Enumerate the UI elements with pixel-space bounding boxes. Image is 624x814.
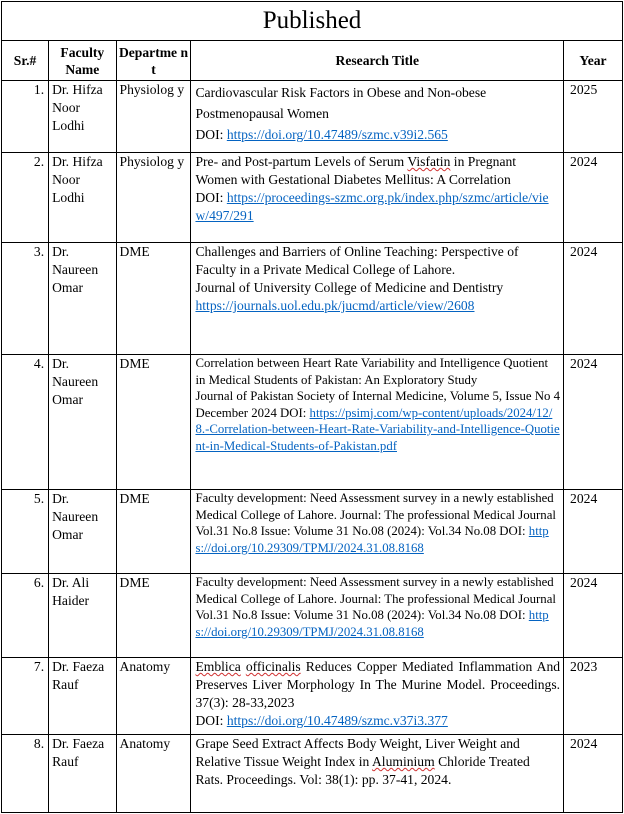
title-text-aluminium: Aluminium	[371, 754, 435, 769]
table-row	[2, 658, 623, 735]
doi-link[interactable]: https://doi.org/10.47489/szmc.v37i3.377	[226, 713, 448, 728]
title-text: Reduces Copper Mediated Inflammation And Preserves Liver Morphology In The Murine Model. Proceedings. 37(3): 28-33,2023	[195, 659, 561, 710]
title-text-emblica: Emblica	[195, 659, 241, 674]
header-year: Year	[564, 41, 623, 81]
doi-link[interactable]: https://journals.uol.edu.pk/jucmd/article/view/2608	[195, 298, 475, 313]
title-text: Chloride Treated Rats. Proceedings. Vol: 38(1): pp. 37-41, 2024.	[195, 754, 530, 787]
department: Physiolog y	[116, 153, 191, 243]
row-number: 4.	[2, 355, 49, 490]
faculty-name: Dr. Naureen Omar	[49, 355, 116, 490]
research-title	[191, 355, 564, 490]
doi-link[interactable]: https://doi.org/10.47489/szmc.v39i2.565	[226, 127, 448, 142]
faculty-name: Dr. Naureen Omar	[49, 490, 116, 574]
doi-link[interactable]: https://psimj.com/wp-content/uploads/2024/12/8.-Correlation-between-Heart-Rate-Variability-and-Intelligence-Quotient-in-Medical-Students-of-Pakistan.pdf	[195, 405, 560, 453]
year: 2024	[564, 735, 623, 813]
doi-label: DOI:	[195, 127, 227, 142]
title-text-visfatin: Visfatin	[407, 154, 451, 169]
department: Anatomy	[116, 658, 191, 735]
research-title	[191, 490, 564, 574]
row-number: 8.	[2, 735, 49, 813]
faculty-name: Dr. Naureen Omar	[49, 243, 116, 355]
title-text: Pre- and Post-partum Levels of Serum	[195, 154, 408, 169]
title-text: Challenges and Barriers of Online Teaching: Perspective of Faculty in a Private Medical College of Lahore.	[195, 244, 519, 277]
table-row	[2, 355, 623, 490]
table-row	[2, 243, 623, 355]
department: Anatomy	[116, 735, 191, 813]
doi-label: DOI:	[195, 190, 227, 205]
research-title	[191, 81, 564, 153]
title-text: Faculty development: Need Assessment survey in a newly established Medical College of Lahore. Journal: The professional Medical Journal Vol.31 No.8 Issue: Volume 31 No.08 (2024): Vol.34 No.08 DOI:	[195, 575, 556, 622]
row-number: 6.	[2, 574, 49, 658]
year: 2024	[564, 574, 623, 658]
table-row	[2, 574, 623, 658]
header-department: Departme nt	[116, 41, 191, 81]
row-number: 5.	[2, 490, 49, 574]
doi-label: DOI:	[195, 713, 227, 728]
row-number: 7.	[2, 658, 49, 735]
header-sr: Sr.#	[2, 41, 49, 81]
title-text: Grape Seed Extract Affects Body Weight, Liver Weight and Relative Tissue Weight Index in	[195, 736, 520, 769]
title-text: Faculty development: Need Assessment survey in a newly established Medical College of Lahore. Journal: The professional Medical Journal Vol.31 No.8 Issue: Volume 31 No.08 (2024): Vol.34 No.08 DOI:	[195, 491, 556, 538]
header-faculty: Faculty Name	[49, 41, 116, 81]
department: Physiolog y	[116, 81, 191, 153]
year: 2025	[564, 81, 623, 153]
research-title	[191, 574, 564, 658]
published-table	[1, 1, 623, 813]
research-title	[191, 735, 564, 813]
faculty-name: Dr. Hifza Noor Lodhi	[49, 81, 116, 153]
row-number: 2.	[2, 153, 49, 243]
doi-link[interactable]: https://doi.org/10.29309/TPMJ/2024.31.08.8168	[195, 524, 549, 555]
year: 2024	[564, 490, 623, 574]
department: DME	[116, 243, 191, 355]
year: 2024	[564, 153, 623, 243]
table-row	[2, 153, 623, 243]
year: 2024	[564, 243, 623, 355]
year: 2024	[564, 355, 623, 490]
table-row	[2, 735, 623, 813]
department: DME	[116, 574, 191, 658]
department: DME	[116, 490, 191, 574]
title-text: Cardiovascular Risk Factors in Obese and Non-obese Postmenopausal Women	[195, 85, 487, 121]
department: DME	[116, 355, 191, 490]
doi-link[interactable]: https://proceedings-szmc.org.pk/index.php/szmc/article/view/497/291	[195, 190, 549, 223]
row-number: 1.	[2, 81, 49, 153]
header-row	[2, 41, 623, 81]
faculty-name: Dr. Hifza Noor Lodhi	[49, 153, 116, 243]
research-title	[191, 658, 564, 735]
title-text: Correlation between Heart Rate Variability and Intelligence Quotient in Medical Students of Pakistan: An Exploratory Study	[195, 356, 549, 387]
research-title	[191, 243, 564, 355]
table-caption: Published	[2, 2, 623, 41]
title-text-officinalis: officinalis	[245, 659, 301, 674]
title-text: in Pregnant Women with Gestational Diabetes Mellitus: A Correlation	[195, 154, 517, 187]
table-row	[2, 81, 623, 153]
faculty-name: Dr. Faeza Rauf	[49, 658, 116, 735]
row-number: 3.	[2, 243, 49, 355]
research-title	[191, 153, 564, 243]
journal-text: Journal of University College of Medicine and Dentistry	[195, 280, 504, 295]
year: 2023	[564, 658, 623, 735]
journal-text: Journal of Pakistan Society of Internal Medicine, Volume 5, Issue No 4 December 2024 DOI:	[195, 389, 560, 420]
faculty-name: Dr. Ali Haider	[49, 574, 116, 658]
header-title: Research Title	[191, 41, 564, 81]
faculty-name: Dr. Faeza Rauf	[49, 735, 116, 813]
table-row	[2, 490, 623, 574]
doi-link[interactable]: https://doi.org/10.29309/TPMJ/2024.31.08.8168	[195, 608, 549, 639]
